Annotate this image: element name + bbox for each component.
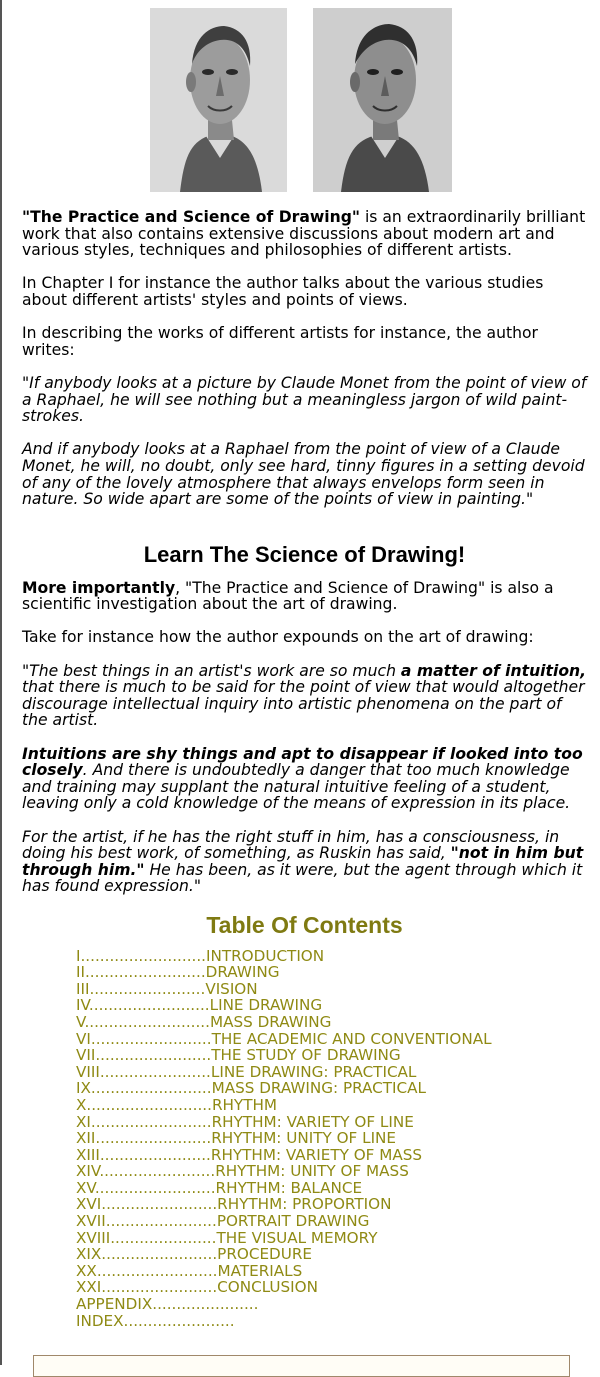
toc-item[interactable] — [76, 964, 587, 981]
toc-item-leader: ........................ — [101, 1195, 218, 1214]
toc-item-number: XX — [76, 1261, 97, 1280]
toc-item-title: PROCEDURE — [217, 1245, 312, 1264]
portrait-images — [0, 8, 600, 194]
section-paragraph-1-text: , "The Practice and Science of Drawing" is also a scientific investigation about the art of drawing. — [22, 578, 554, 614]
article-content — [22, 209, 587, 1329]
toc-item[interactable] — [76, 1246, 587, 1263]
toc-item[interactable] — [76, 1213, 587, 1230]
toc-item-number: IV — [76, 996, 89, 1015]
section-quote-3-c: He has been, as it were, but the agent through which it has found expression." — [22, 860, 583, 896]
toc-item-number: VII — [76, 1046, 96, 1065]
section-quote-2 — [22, 746, 587, 812]
toc-item-title: RHYTHM: VARIETY OF MASS — [210, 1145, 422, 1164]
toc-item[interactable] — [76, 1130, 587, 1147]
toc-item[interactable] — [76, 1147, 587, 1164]
toc-item-leader: .......................... — [86, 1095, 212, 1114]
toc-item-number: IX — [76, 1079, 91, 1098]
portrait-image-right — [313, 8, 452, 192]
section-quote-1-a: "The best things in an artist's work are so much — [22, 661, 401, 680]
toc-item-title: MASS DRAWING: PRACTICAL — [211, 1079, 426, 1098]
toc-item-leader: ......................... — [90, 1112, 212, 1131]
toc-item-leader: ......................... — [84, 963, 206, 982]
section-quote-1-c: that there is much to be said for the point of view that would altogether discourage intellectual inquiry into artistic phenomena on the part of the artist. — [22, 678, 585, 730]
toc-item[interactable] — [76, 1279, 587, 1296]
toc-item[interactable] — [76, 1097, 587, 1114]
toc-item-title: THE STUDY OF DRAWING — [211, 1046, 401, 1065]
left-border-rule — [0, 0, 2, 1365]
toc-item[interactable] — [76, 1014, 587, 1031]
toc-item-leader: .......................... — [80, 946, 207, 965]
section-quote-2-bold: Intuitions are shy things and apt to disappear if looked into too closely — [22, 744, 583, 780]
bottom-box — [33, 1355, 570, 1377]
toc-item[interactable] — [76, 1296, 587, 1313]
toc-item[interactable] — [76, 1196, 587, 1213]
toc-item-title: THE VISUAL MEMORY — [216, 1228, 378, 1247]
toc-item-number: XVIII — [76, 1228, 111, 1247]
toc-item-number: II — [76, 963, 85, 982]
toc-item[interactable] — [76, 981, 587, 998]
toc-item-leader: ......................... — [94, 1178, 216, 1197]
toc-item-title: RHYTHM: UNITY OF LINE — [211, 1129, 396, 1148]
toc-item-number: APPENDIX — [76, 1295, 153, 1314]
toc-item-number: V — [76, 1012, 85, 1031]
intro-paragraph-3: In describing the works of different artists for instance, the author writes: — [22, 324, 538, 359]
toc-item-title: INTRODUCTION — [206, 946, 325, 965]
section-paragraph-1-bold: More importantly — [22, 578, 176, 597]
section-paragraph-2: Take for instance how the author expounds on the art of drawing: — [22, 628, 534, 647]
toc-item-leader: ......................... — [90, 1079, 212, 1098]
toc-item[interactable] — [76, 948, 587, 965]
toc-item-number: X — [76, 1095, 87, 1114]
toc-title: Table Of Contents — [206, 911, 403, 938]
toc-item[interactable] — [76, 1114, 587, 1131]
section-heading: Learn The Science of Drawing! — [143, 541, 466, 567]
toc-item-title: RHYTHM: UNITY OF MASS — [215, 1162, 409, 1181]
toc-item-title: DRAWING — [205, 963, 280, 982]
toc-item-title: RHYTHM — [211, 1095, 277, 1114]
toc-item-title: LINE DRAWING: PRACTICAL — [210, 1062, 417, 1081]
intro-quote-2: And if anybody looks at a Raphael from the point of view of a Claude Monet, he will, no doubt, only see hard, tinny figures in a setting devoid of any of the lovely atmosphere that always envelops form seen in nature. So wide apart are some of the points of view in painting." — [22, 440, 585, 509]
toc-list — [76, 948, 587, 1330]
toc-item-number: XIII — [76, 1145, 100, 1164]
toc-item[interactable] — [76, 1047, 587, 1064]
toc-item[interactable] — [76, 1163, 587, 1180]
toc-item-number: XI — [76, 1112, 91, 1131]
intro-quote-1: "If anybody looks at a picture by Claude Monet from the point of view of a Raphael, he will see nothing but a meaningless jargon of wild paint-strokes. — [22, 373, 587, 426]
toc-item-number: XVII — [76, 1212, 106, 1231]
toc-item-number: XIV — [76, 1162, 100, 1181]
toc-item[interactable] — [76, 997, 587, 1014]
toc-item[interactable] — [76, 1031, 587, 1048]
toc-item-leader: ........................ — [95, 1046, 212, 1065]
toc-item-leader: ....................... — [105, 1212, 217, 1231]
toc-item-leader: ...................... — [152, 1295, 259, 1314]
toc-item-title: MATERIALS — [217, 1261, 303, 1280]
toc-item-leader: ........................ — [89, 979, 206, 998]
toc-item-number: XII — [76, 1129, 96, 1148]
toc-item[interactable] — [76, 1263, 587, 1280]
section-quote-3-a: For the artist, if he has the right stuff in him, has a consciousness, in doing his best work, of something, as Ruskin has said, — [22, 827, 560, 863]
toc-item-number: XV — [76, 1178, 95, 1197]
toc-item[interactable] — [76, 1064, 587, 1081]
toc-item-title: CONCLUSION — [217, 1278, 318, 1297]
section-paragraph-1 — [22, 580, 587, 613]
toc-item-number: VI — [76, 1029, 91, 1048]
toc-item[interactable] — [76, 1313, 587, 1330]
toc-item-leader: ......................... — [96, 1261, 218, 1280]
intro-paragraph-1-text: is an extraordinarily brilliant work that also contains extensive discussions about modern art and various styles, techniques and philosophies of different artists. — [22, 208, 586, 260]
intro-paragraph-2: In Chapter I for instance the author talks about the various studies about different artists' styles and points of views. — [22, 274, 544, 309]
toc-item-leader: ........................ — [99, 1162, 216, 1181]
toc-item-title: THE ACADEMIC AND CONVENTIONAL — [211, 1029, 492, 1048]
toc-item-number: INDEX — [76, 1311, 124, 1330]
toc-item-title: RHYTHM: BALANCE — [215, 1178, 363, 1197]
toc-item-number: I — [76, 946, 81, 965]
toc-item-leader: ......................... — [90, 1029, 212, 1048]
toc-item-title: LINE DRAWING — [209, 996, 323, 1015]
portrait-image-left — [150, 8, 287, 192]
toc-item-number: VIII — [76, 1062, 100, 1081]
intro-paragraph-1 — [22, 209, 587, 259]
toc-item-leader: ....................... — [99, 1145, 211, 1164]
toc-item-leader: ...................... — [110, 1228, 217, 1247]
toc-item-title: RHYTHM: VARIETY OF LINE — [211, 1112, 414, 1131]
section-quote-2-text: . And there is undoubtedly a danger that too much knowledge and training may supplant the natural intuitive feeling of a student, leaving only a cold knowledge of the means of expression in its place. — [22, 761, 571, 813]
toc-item-title: RHYTHM: PROPORTION — [217, 1195, 392, 1214]
toc-item-leader: ....................... — [99, 1062, 211, 1081]
toc-item[interactable] — [76, 1230, 587, 1247]
toc-item-leader: .......................... — [84, 1012, 210, 1031]
toc-item-number: XIX — [76, 1245, 102, 1264]
toc-item-title: VISION — [205, 979, 258, 998]
toc-item-leader: ........................ — [95, 1129, 212, 1148]
section-quote-3-bold: "not in him but through him." — [22, 844, 584, 879]
toc-item-number: XVI — [76, 1195, 102, 1214]
toc-item-number: XXI — [76, 1278, 102, 1297]
book-title-bold: "The Practice and Science of Drawing" — [22, 208, 360, 226]
toc-item-leader: ........................ — [101, 1245, 218, 1264]
toc-item-leader: ........................ — [101, 1278, 218, 1297]
toc-item-leader: ......................... — [88, 996, 210, 1015]
toc-item-number: III — [76, 979, 90, 998]
toc-item[interactable] — [76, 1180, 587, 1197]
section-quote-3 — [22, 829, 587, 895]
toc-item[interactable] — [76, 1080, 587, 1097]
section-quote-1-bold: a matter of intuition, — [400, 661, 587, 680]
toc-item-leader: ....................... — [123, 1311, 235, 1330]
toc-item-title: PORTRAIT DRAWING — [216, 1212, 370, 1231]
section-quote-1 — [22, 663, 587, 729]
toc-item-title: MASS DRAWING — [209, 1012, 332, 1031]
